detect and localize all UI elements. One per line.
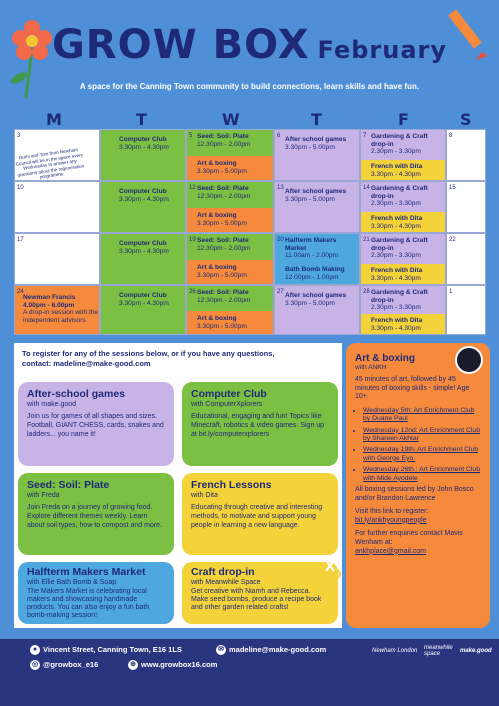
- day-number: 8: [449, 133, 453, 139]
- footer-social[interactable]: ◎ @growbox_e16: [31, 660, 99, 669]
- art-session-item: • Wednesday 5th: Art Enrichment Club by Duane Paul: [363, 407, 481, 424]
- day-number: 3: [17, 133, 21, 139]
- day-header-tue: T: [136, 110, 147, 129]
- day-header-fri: F: [398, 110, 409, 129]
- cal-cell-6: [274, 129, 360, 181]
- card-title: Computer Club: [191, 388, 267, 400]
- event-art-boxing: Art & boxing 3.30pm - 5.00pm: [187, 156, 273, 180]
- card-text: The Makers Market is celebrating local makers and showcasing handmade products. You can also enjoy a fun bath bomb-making session!: [27, 588, 150, 619]
- event-art-boxing: Art & boxing 3.30pm - 5.00pm: [187, 260, 273, 284]
- art-intro: 45 minutes of art, followed by 45 minutes of boxing skills - simple! Age 10+.: [355, 376, 470, 401]
- register-line: To register for any of the sessions below, or if you have any questions,: [22, 349, 275, 358]
- event-french: French with Dita 3.30pm - 4.30pm: [361, 264, 445, 284]
- event-computer-club: Computer Club 3.30pm - 4.30pm: [101, 130, 185, 180]
- cal-cell-11: [100, 181, 186, 233]
- scissors-icon: [318, 556, 342, 580]
- register-info: [22, 349, 342, 369]
- event-art-boxing: Art & boxing 3.30pm - 5.00pm: [187, 311, 273, 334]
- footer-address: ● Vincent Street, Canning Town, E16 1LS: [30, 645, 182, 655]
- art-visit: Visit this link to register:: [355, 508, 429, 516]
- event-newman-francis: Newman Francis 4.00pm - 6.00pm A drop-in session with the independent advisors: [15, 286, 99, 334]
- day-header-mon: M: [46, 110, 62, 129]
- card-seed-soil-plate: [18, 473, 174, 555]
- event-after-school-games: After school games 3.30pm - 5.00pm: [285, 188, 347, 203]
- event-after-school-games: After school games 3.30pm - 5.00pm: [285, 136, 347, 151]
- event-computer-club: Computer Club 3.30pm - 4.30pm: [101, 286, 185, 334]
- day-number: 12: [189, 185, 196, 191]
- cal-cell-7: [360, 129, 446, 181]
- card-text: Join Freda on a journey of growing food. Explore different themes weekly. Learn about soil types, how to compost and more.: [27, 504, 163, 529]
- day-number: 28: [363, 289, 370, 295]
- globe-icon: ⊕: [128, 660, 138, 670]
- day-number: 14: [363, 185, 370, 191]
- event-seed-soil-plate: Seed: Soil: Plate 12.30pm - 2.00pm: [187, 286, 273, 311]
- cal-cell-1: [446, 285, 486, 335]
- subtitle: A space for the Canning Town community to build connections, learn skills and have fun.: [79, 82, 420, 91]
- card-host: with Meanwhile Space: [191, 579, 261, 586]
- meanwhile-space-logo: meanwhile space: [424, 645, 453, 657]
- day-number: 6: [277, 133, 281, 139]
- art-boxing-panel: [346, 343, 490, 628]
- card-text: Educating through creative and interesting methods, to motivate and support young people in learning a new language.: [191, 504, 323, 529]
- art-host: with ANKH: [355, 364, 387, 371]
- event-computer-club: Computer Club 3.30pm - 4.30pm: [101, 182, 185, 232]
- cal-cell-18: [100, 233, 186, 285]
- day-number: 19: [189, 237, 196, 243]
- ankh-logo: [455, 346, 483, 374]
- council-note: Dumi and Tom from Newham Council will be in the space every Wednesday to answer any questions about the regeneration programme: [15, 146, 85, 180]
- cal-cell-21: [360, 233, 446, 285]
- card-computer-club: [182, 382, 338, 466]
- event-french: French with Dita 3.30pm - 4.30pm: [361, 314, 445, 334]
- day-number: 15: [449, 185, 456, 191]
- cal-cell-14: [360, 181, 446, 233]
- mail-icon: ✉: [216, 645, 226, 655]
- title-month: February: [317, 36, 448, 64]
- day-number: 7: [363, 133, 367, 139]
- footer-website[interactable]: ⊕ www.growbox16.com: [128, 660, 217, 670]
- art-register-link[interactable]: bit.ly/ankhyoungpeople: [355, 516, 427, 524]
- cal-cell-13: [274, 181, 360, 233]
- event-makers-market: Halfterm Makers Market 11.00am - 2.00pm: [275, 234, 359, 264]
- event-art-boxing: Art & boxing 3.30pm - 5.00pm: [187, 208, 273, 232]
- event-french: French with Dita 3.30pm - 4.30pm: [361, 160, 445, 180]
- event-gardening-craft: Gardening & Craft drop-in 2.30pm - 3.30pm: [361, 286, 445, 314]
- make-good-logo: make.good: [460, 648, 492, 654]
- day-number: 22: [449, 237, 456, 243]
- card-text: Join us for games of all shapes and sizes. Football, GIANT CHESS, cards, snakes and ladders... you name it!: [27, 413, 164, 438]
- card-title: Halfterm Makers Market: [27, 566, 146, 578]
- cal-cell-19: [186, 233, 274, 285]
- title-grow-box: GROW BOX: [51, 22, 310, 68]
- card-host: with make.good: [27, 401, 77, 408]
- newham-logo: Newham London: [372, 648, 418, 654]
- art-session-item: • Wednesday 19th: Art Enrichment Club with George Eyo.: [363, 446, 481, 463]
- card-makers-market: [18, 562, 174, 624]
- day-number: 24: [17, 289, 24, 295]
- event-after-school-games: After school games 3.30pm - 5.00pm: [285, 292, 347, 307]
- page-title: [0, 22, 499, 68]
- event-gardening-craft: Gardening & Craft drop-in 2.30pm - 3.30pm: [361, 130, 445, 160]
- art-session-item: • Wednesday 26th.: Art Enrichment Club with Mide Ayodele: [363, 466, 481, 483]
- cal-cell-20: [274, 233, 360, 285]
- card-craft-drop-in: [182, 562, 338, 624]
- event-bath-bomb: Bath Bomb Making 12.00pm - 1.00pm: [275, 264, 359, 284]
- day-number: 13: [277, 185, 284, 191]
- event-gardening-craft: Gardening & Craft drop-in 2.30pm - 3.30pm: [361, 234, 445, 264]
- card-after-school-games: [18, 382, 174, 466]
- calendar-grid: [14, 129, 486, 335]
- cal-cell-27: [274, 285, 360, 335]
- card-title: After-school games: [27, 388, 126, 400]
- cal-cell-15: [446, 181, 486, 233]
- cal-cell-24: [14, 285, 100, 335]
- day-number: 20: [277, 237, 284, 243]
- cal-cell-5: [186, 129, 274, 181]
- card-title: Craft drop-in: [191, 566, 255, 578]
- cal-cell-8: [446, 129, 486, 181]
- card-host: with Freda: [27, 492, 60, 499]
- day-number: 10: [17, 185, 24, 191]
- cal-cell-10: [14, 181, 100, 233]
- art-enquiries: For further enquiries contact Mavis Wenham at:: [355, 530, 463, 546]
- day-number: 5: [189, 133, 193, 139]
- event-seed-soil-plate: Seed: Soil: Plate 12.30pm - 2.00pm: [187, 182, 273, 208]
- art-session-item: • Wednesday 12nd: Art Enrichment Club by Shareen Akhtar: [363, 427, 481, 444]
- footer-email[interactable]: ✉ madeline@make-good.com: [216, 645, 326, 655]
- cal-cell-4: [100, 129, 186, 181]
- cal-cell-28: [360, 285, 446, 335]
- day-number: 21: [363, 237, 370, 243]
- day-header-wed: W: [222, 110, 240, 129]
- location-pin-icon: ●: [30, 645, 40, 655]
- card-title: French Lessons: [191, 479, 272, 491]
- card-host: with ComputerXplorers: [191, 401, 263, 408]
- day-number: 17: [17, 237, 24, 243]
- art-title: Art & boxing: [355, 353, 415, 364]
- register-contact: contact: madeline@make-good.com: [22, 359, 151, 368]
- art-boxing-note: All boxing sessions led by John Bosco and/or Brandon Lawrence: [355, 486, 474, 502]
- card-host: with Ellie Bath Bomb & Soap: [27, 579, 117, 586]
- card-french-lessons: [182, 473, 338, 555]
- event-seed-soil-plate: Seed: Soil: Plate 12.30pm - 2.00pm: [187, 130, 273, 156]
- art-email-link[interactable]: ankhplace@gmail.com: [355, 547, 426, 555]
- card-text: Get creative with Niamh and Rebecca. Make seed bombs, produce a recipe book and other garden related crafts!: [191, 588, 322, 611]
- event-french: French with Dita 3.30pm - 4.30pm: [361, 212, 445, 232]
- cal-cell-17: [14, 233, 100, 285]
- day-number: 1: [449, 289, 453, 295]
- day-header-thu: T: [311, 110, 322, 129]
- art-sessions: [355, 407, 481, 483]
- day-number: 26: [189, 289, 196, 295]
- day-headers: [14, 110, 490, 128]
- cal-cell-25: [100, 285, 186, 335]
- cal-cell-26: [186, 285, 274, 335]
- cal-cell-22: [446, 233, 486, 285]
- card-host: with Dita: [191, 492, 218, 499]
- instagram-icon: ◎: [31, 661, 39, 669]
- event-seed-soil-plate: Seed: Soil: Plate 12.30pm - 2.00pm: [187, 234, 273, 260]
- day-number: 27: [277, 289, 284, 295]
- card-title: Seed: Soil: Plate: [27, 479, 110, 491]
- event-computer-club: Computer Club 3.30pm - 4.30pm: [101, 234, 185, 284]
- event-gardening-craft: Gardening & Craft drop-in 2.30pm - 3.30pm: [361, 182, 445, 212]
- cal-cell-12: [186, 181, 274, 233]
- card-text: Educational, engaging and fun! Topics like Minecraft, robotics & video games. Sign up at bit.ly/computerxplorers: [191, 413, 325, 438]
- day-header-sat: S: [460, 110, 472, 129]
